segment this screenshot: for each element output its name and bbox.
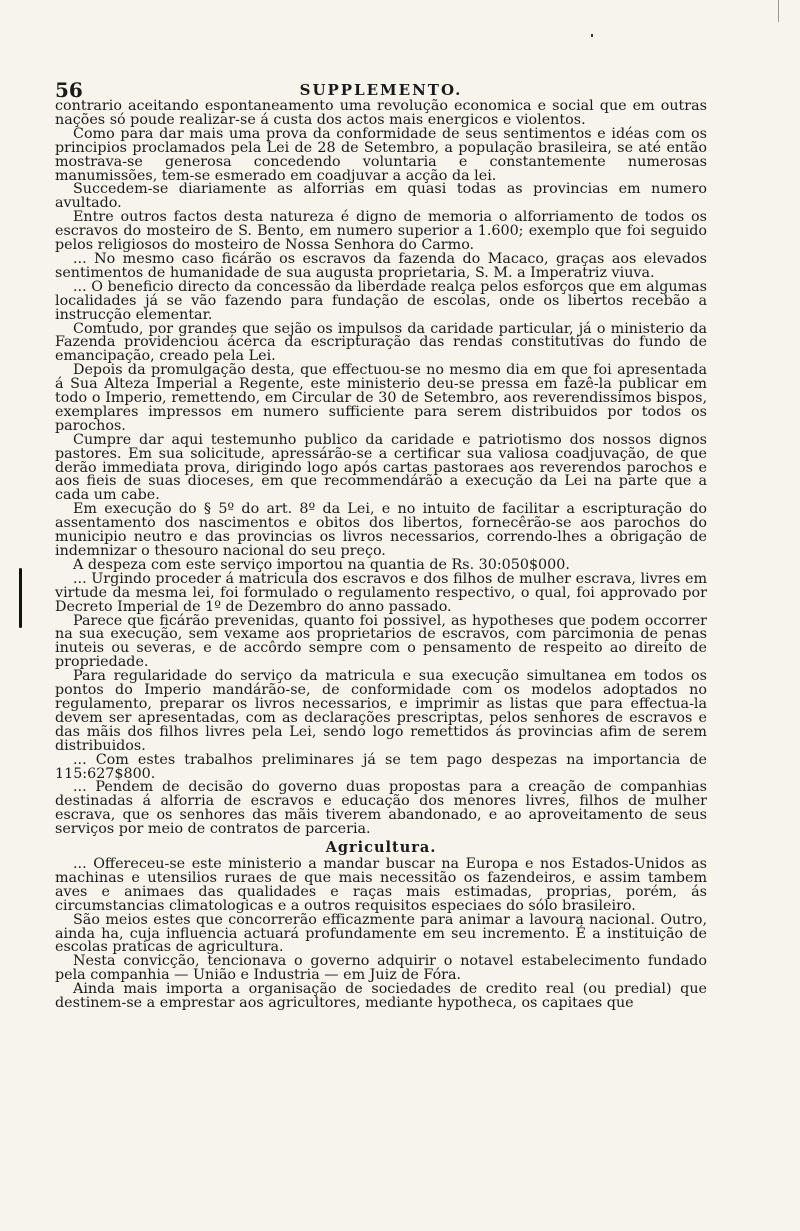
- paragraph: ... Offereceu-se este ministerio a mandar buscar na Europa e nos Estados-Unidos as machinas e utensilios ruraes de que mais necessitão os fazendeiros, e assim tambem aves e animaes das qualidades e raças mais estimadas, proprias, porém, ás circumstancias climatologicas e a outros requisitos especiaes do sólo brasileiro.: [55, 856, 707, 914]
- page-header: [55, 78, 707, 100]
- paragraph: ... Com estes trabalhos preliminares já se tem pago despezas na importancia de 115:627$800.: [55, 751, 707, 782]
- body-text: [55, 100, 707, 1011]
- paragraph: ... Urgindo proceder á matricula dos escravos e dos filhos de mulher escrava, livres em virtude da mesma lei, foi formulado o regulamento respectivo, o qual, foi approvado por Decreto Imperial de 1º de Dezembro do anno passado.: [55, 570, 707, 615]
- paragraph: ... No mesmo caso ficárão os escravos da fazenda do Macaco, graças aos elevados sentimentos de humanidade de sua augusta proprietaria, S. M. a Imperatriz viuva.: [55, 250, 707, 281]
- paragraph: Para regularidade do serviço da matricula e sua execução simultanea em todos os pontos do Imperio mandárão-se, de conformidade com os modelos adoptados no regulamento, preparar os livros necessarios, e imprimir as listas que para effectua-la devem ser apresentadas, com as declarações prescriptas, pelos senhores de escravos e das mãis dos filhos livres pela Lei, sendo logo remettidos ás provincias afim de serem distribuidos.: [55, 668, 707, 754]
- page: [55, 78, 707, 1011]
- paragraph: A despeza com este serviço importou na quantia de Rs. 30:050$000.: [73, 556, 570, 573]
- paragraph: Como para dar mais uma prova da conformidade de seus sentimentos e idéas com os principios proclamados pela Lei de 28 de Setembro, a população brasileira, se até então mostrava-se generosa concedendo voluntaria e constantemente numerosas manumissões, tem-se esmerado em coadjuvar a acção da lei.: [55, 125, 707, 184]
- page-number: 56: [55, 78, 83, 102]
- paragraph: contrario aceitando espontaneamento uma revolução economica e social que em outras nações só poude realizar-se á custa dos actos mais energicos e violentos.: [55, 98, 707, 128]
- paragraph: Succedem-se diariamente as alforrias em quasi todas as provincias em numero avultado.: [55, 181, 707, 212]
- running-title: SUPPLEMENTO.: [299, 81, 463, 99]
- paragraph: Nesta convicção, tencionava o governo adquirir o notavel estabelecimento fundado pela companhia — União e Industria — em Juiz de Fóra.: [55, 953, 707, 984]
- section-heading: Agricultura.: [325, 839, 437, 857]
- paragraph: Comtudo, por grandes que sejão os impulsos da caridade particular, já o ministerio da Fazenda providenciou ácerca da escripturação das rendas constitutivas do fundo de emancipação, creado pela Lei.: [55, 320, 707, 365]
- paragraph: Em execução do § 5º do art. 8º da Lei, e no intuito de facilitar a escripturação do assentamento dos nascimentos e obitos dos libertos, fornecêrão-se aos parochos do municipio neutro e das provincias os livros necessarios, correndo-lhes a obrigação de indemnizar o thesouro nacional do seu preço.: [55, 501, 707, 559]
- print-speck: [591, 34, 593, 37]
- paragraph: ... O beneficio directo da concessão da liberdade realça pelos esforços que em algumas localidades já se vão fazendo para fundação de escolas, onde os libertos recebão a instrucção elementar.: [55, 278, 707, 323]
- paragraph: ... Pendem de decisão do governo duas propostas para a creação de companhias destinadas á alforria de escravos e educação dos menores livres, filhos de mulher escrava, que os senhores das mãis tiverem abandonado, e ao aproveitamento de seus serviços por meio de contratos de parceria.: [55, 779, 707, 838]
- paragraph: Entre outros factos desta natureza é digno de memoria o alforriamento de todos os escravos do mosteiro de S. Bento, em numero superior a 1.600; exemplo que foi seguido pelos religiosos do mosteiro de Nossa Senhora do Carmo.: [55, 209, 707, 254]
- paragraph: Ainda mais importa a organisação de sociedades de credito real (ou predial) que destinem-se a emprestar aos agricultores, mediante hypotheca, os capitaes que: [55, 981, 707, 1012]
- margin-mark: [19, 568, 22, 628]
- paragraph: São meios estes que concorrerão efficazmente para animar a lavoura nacional. Outro, ainda ha, cuja influencia actuará profundamente em seu incremento. É a instituição de escolas praticas de agricultura.: [55, 911, 707, 956]
- paragraph: Depois da promulgação desta, que effectuou-se no mesmo dia em que foi apresentada á Sua Alteza Imperial a Regente, este ministerio deu-se pressa em fazê-la publicar em todo o Imperio, remettendo, em Circular de 30 de Setembro, aos reverendissimos bispos, exemplares impressos em numero sufficiente para serem distribuidos por todos os parochos.: [55, 362, 707, 434]
- page-edge-line: [778, 0, 779, 22]
- paragraph: Parece que ficárão prevenidas, quanto foi possivel, as hypotheses que podem occorrer na sua execução, sem vexame aos proprietarios de escravos, com parcimonia de penas inuteis ou severas, e de accôrdo sempre com o pensamento de respeito ao direito de propriedade.: [55, 612, 707, 671]
- paragraph: Cumpre dar aqui testemunho publico da caridade e patriotismo dos nossos dignos pastores. Em sua solicitude, apressárão-se a certificar sua valiosa coadjuvação, de que derão immediata prova, dirigindo logo após cartas pastoraes aos reverendos parochos e aos fieis de suas dioceses, em que recommendárão a execução da Lei na parte que a cada um cabe.: [55, 431, 707, 504]
